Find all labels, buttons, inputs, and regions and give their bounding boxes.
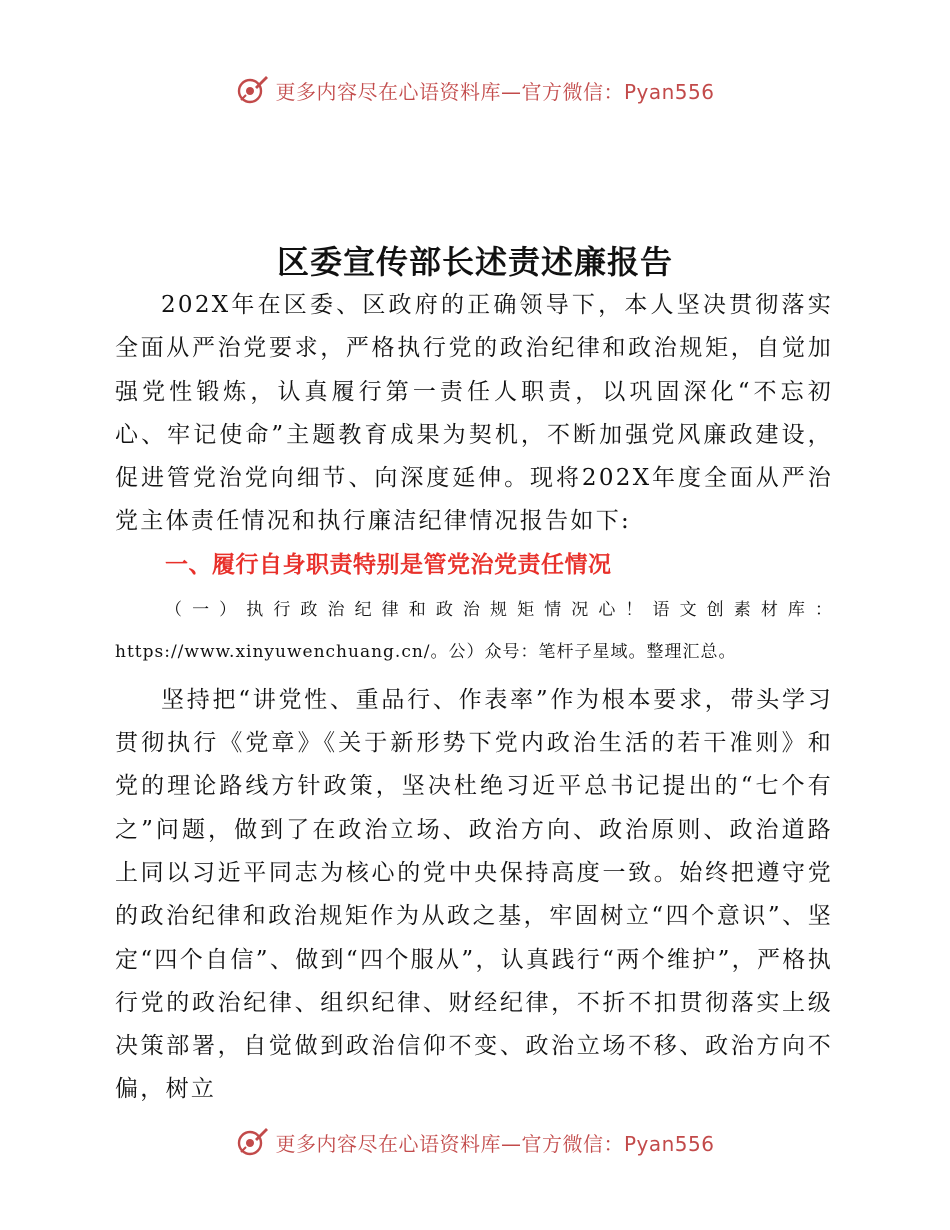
intro-paragraph: 202X年在区委、区政府的正确领导下，本人坚决贯彻落实全面从严治党要求，严格执行党的政治纪律和政治规矩，自觉加强党性锻炼，认真履行第一责任人职责，以巩固深化“不忘初心、牢记使命”主题教育成果为契机，不断加强党风廉政建设，促进管党治党向细节、向深度延伸。现将202X年度全面从严治党主体责任情况和执行廉洁纪律情况报告如下: <box>115 292 833 535</box>
document-body <box>115 284 833 1112</box>
document-title: 区委宣传部长述责述廉报告 <box>276 243 673 282</box>
pen-circle-logo-icon <box>235 73 269 107</box>
footer-watermark <box>0 1122 950 1162</box>
watermark-text: 更多内容尽在心语资料库—官方微信：Pyan556 <box>275 1131 715 1156</box>
subsection-heading: （一）执行政治纪律和政治规矩情况心！语文创素材库：https://www.xinyuwenchuang.cn/。公）众号：笔杆子星域。整理汇总。 <box>115 599 833 662</box>
section-heading: 一、履行自身职责特别是管党治党责任情况 <box>165 551 612 578</box>
body-paragraph: 坚持把“讲党性、重品行、作表率”作为根本要求，带头学习贯彻执行《党章》《关于新形势下党内政治生活的若干准则》和党的理论路线方针政策，坚决杜绝习近平总书记提出的“七个有之”问题，做到了在政治立场、政治方向、政治原则、政治道路上同以习近平同志为核心的党中央保持高度一致。始终把遵守党的政治纪律和政治规矩作为从政之基，牢固树立“四个意识”、坚定“四个自信”、做到“四个服从”，认真践行“两个维护”，严格执行党的政治纪律、组织纪律、财经纪律，不折不扣贯彻落实上级决策部署，自觉做到政治信仰不变、政治立场不移、政治方向不偏，树立 <box>115 686 833 1103</box>
watermark-text: 更多内容尽在心语资料库—官方微信：Pyan556 <box>275 79 715 104</box>
pen-circle-logo-icon <box>235 1125 269 1159</box>
header-watermark <box>0 70 950 110</box>
